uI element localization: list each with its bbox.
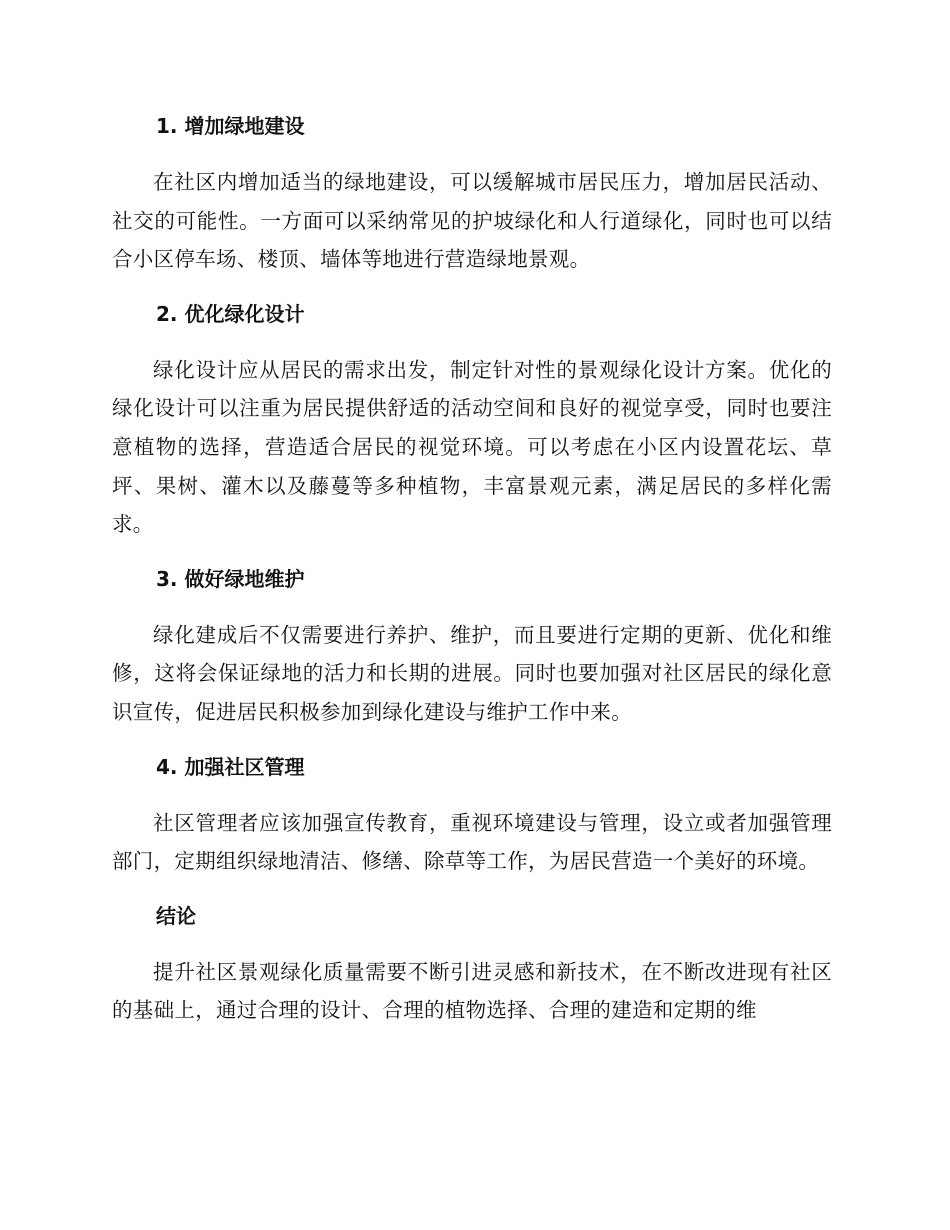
document-content [112, 106, 832, 1030]
section-body-green-design: 绿化设计应从居民的需求出发，制定针对性的景观绿化设计方案。优化的绿化设计可以注重为居民提供舒适的活动空间和良好的视觉享受，同时也要注意植物的选择，营造适合居民的视觉环境。可以考虑在小区内设置花坛、草坪、果树、灌木以及藤蔓等多种植物，丰富景观元素，满足居民的多样化需求。 [112, 357, 832, 537]
section-heading-conclusion: 结论 [156, 903, 196, 928]
section-body-greenland-construction: 在社区内增加适当的绿地建设，可以缓解城市居民压力，增加居民活动、社交的可能性。一方面可以采纳常见的护坡绿化和人行道绿化，同时也可以结合小区停车场、楼顶、墙体等地进行营造绿地景观。 [112, 170, 832, 272]
section-heading-green-design: 2. 优化绿化设计 [156, 301, 305, 326]
section-body-green-maintenance: 绿化建成后不仅需要进行养护、维护，而且要进行定期的更新、优化和维修，这将会保证绿地的活力和长期的进展。同时也要加强对社区居民的绿化意识宣传，促进居民积极参加到绿化建设与维护工作中来。 [112, 622, 832, 724]
section-body-community-management: 社区管理者应该加强宣传教育，重视环境建设与管理，设立或者加强管理部门，定期组织绿地清洁、修缮、除草等工作，为居民营造一个美好的环境。 [112, 810, 832, 874]
section-heading-green-maintenance: 3. 做好绿地维护 [156, 566, 305, 591]
section-body-conclusion: 提升社区景观绿化质量需要不断引进灵感和新技术，在不断改进现有社区的基础上，通过合理的设计、合理的植物选择、合理的建造和定期的维 [112, 959, 832, 1023]
section-heading-greenland-construction: 1. 增加绿地建设 [156, 114, 305, 138]
section-heading-community-management: 4. 加强社区管理 [156, 754, 305, 779]
